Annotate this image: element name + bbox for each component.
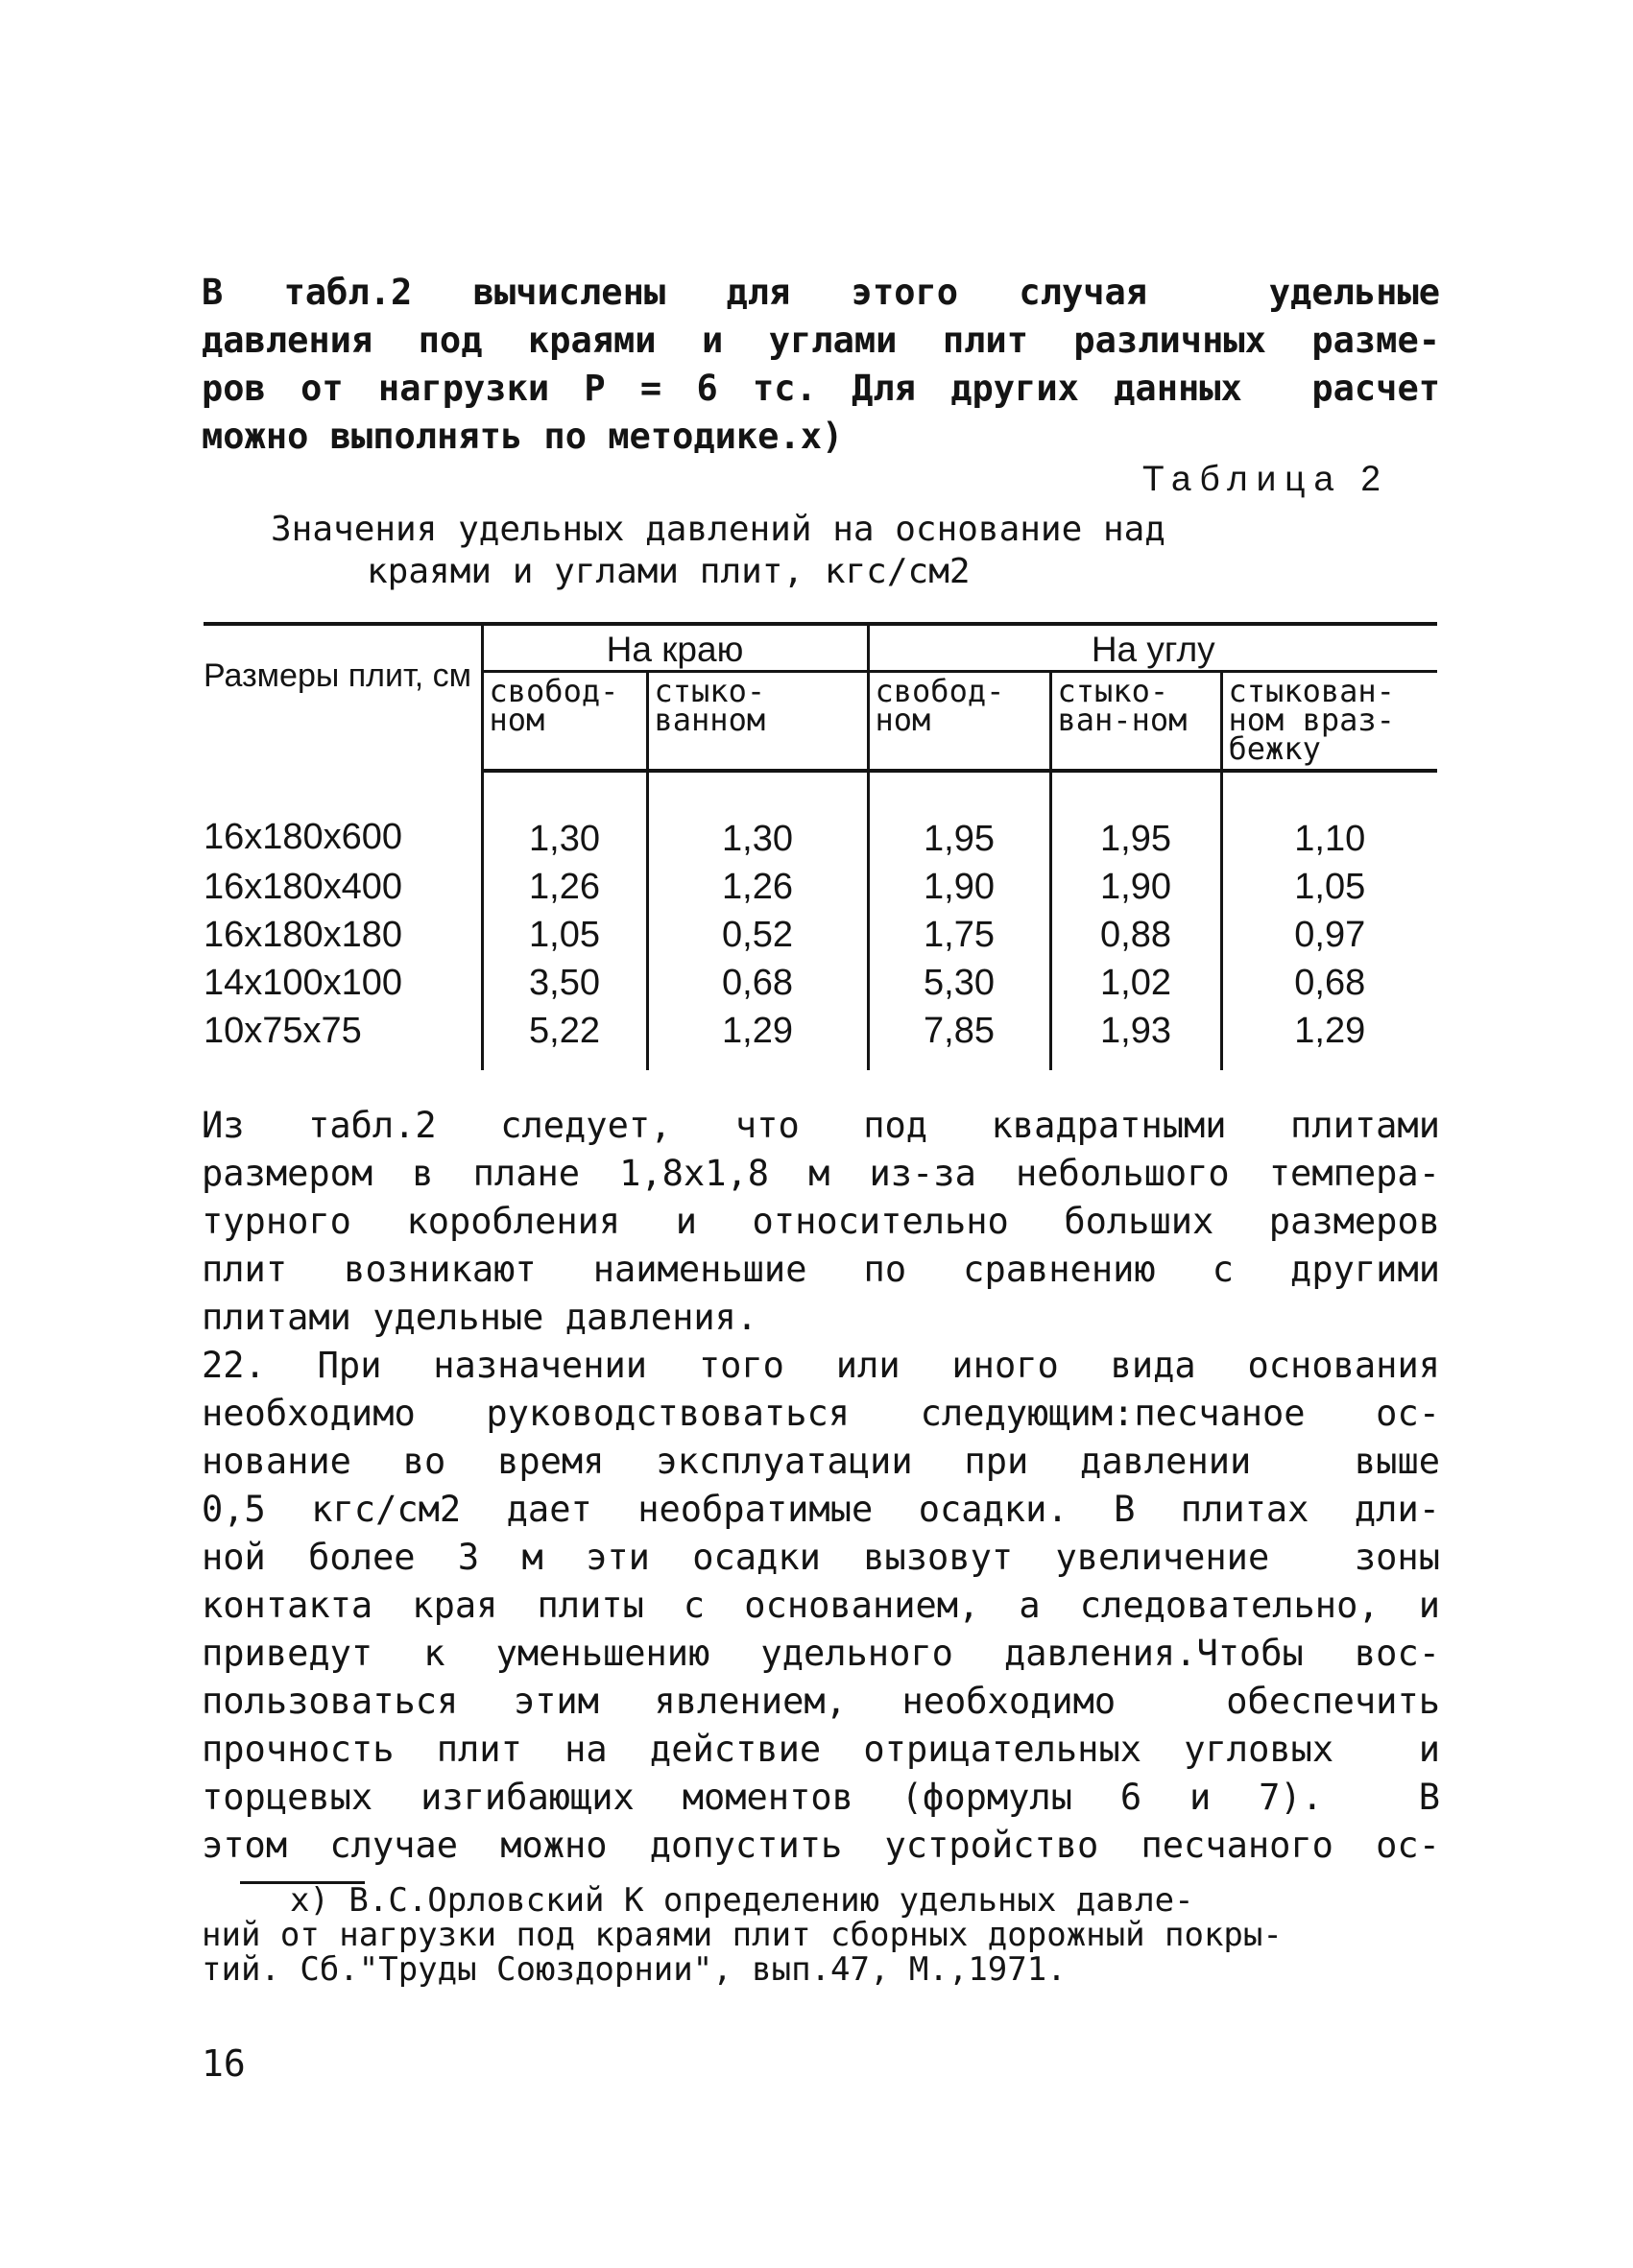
text-line: турного коробления и относительно больших размеров	[202, 1201, 1440, 1242]
table-cell: 1,90	[1050, 863, 1221, 911]
table-cell: 1,95	[868, 771, 1050, 863]
text-line: плит возникают наименьшие по сравнению с другими	[202, 1249, 1440, 1290]
text-line: можно выполнять по методике.х)	[202, 416, 844, 457]
table-cell: 1,29	[1221, 1007, 1437, 1070]
text-line: ной более 3 м эти осадки вызовут увеличение зоны	[202, 1537, 1440, 1578]
pressure-table	[204, 622, 1437, 1070]
text-line: приведут к уменьшению удельного давления.Чтобы вос-	[202, 1633, 1440, 1674]
text-line: прочность плит на действие отрицательных угловых и	[202, 1729, 1440, 1770]
column-header: стыко-ван-ном	[1050, 672, 1221, 772]
table-cell: 1,93	[1050, 1007, 1221, 1070]
column-header: стыко-ванном	[647, 672, 868, 772]
text-line: 22. При назначении того или иного вида основания	[202, 1345, 1440, 1386]
row-size: 14х100х100	[204, 963, 403, 1003]
table-cell: 1,02	[1050, 959, 1221, 1007]
table-row	[204, 863, 1437, 911]
table-cell: 7,85	[868, 1007, 1050, 1070]
table-cell: 1,26	[647, 863, 868, 911]
text-line: В табл.2 вычислены для этого случая удельные	[202, 272, 1440, 313]
row-size: 16х180х180	[204, 915, 403, 955]
table-cell: 1,10	[1221, 771, 1437, 863]
table-cell: 0,97	[1221, 911, 1437, 959]
group-header-edge: На краю	[482, 624, 868, 672]
footnote	[202, 1883, 1450, 1987]
text-line: контакта края плиты с основанием, а следовательно, и	[202, 1585, 1440, 1626]
text-line: 0,5 кгс/см2 дает необратимые осадки. В плитах дли-	[202, 1489, 1440, 1530]
caption-line: Значения удельных давлений на основание над	[271, 510, 1165, 549]
table-conclusion-paragraph	[202, 1102, 1440, 1342]
table-cell: 5,22	[482, 1007, 647, 1070]
table-cell: 1,29	[647, 1007, 868, 1070]
table-cell: 1,30	[482, 771, 647, 863]
column-header: свобод-ном	[482, 672, 647, 772]
table-cell: 0,88	[1050, 911, 1221, 959]
table-row	[204, 1007, 1437, 1070]
row-size: 16х180х600	[204, 817, 403, 857]
section-22-paragraph	[202, 1342, 1440, 1870]
caption-line: краями и углами плит, кгс/см2	[367, 552, 971, 591]
table-cell: 3,50	[482, 959, 647, 1007]
table-cell: 1,30	[647, 771, 868, 863]
footnote-line: тий. Сб."Труды Союздорнии", вып.47, М.,1971.	[202, 1950, 1067, 1989]
text-line: необходимо руководствоваться следующим:песчаное ос-	[202, 1393, 1440, 1434]
row-header: Размеры плит, см	[204, 657, 472, 694]
group-header-corner: На углу	[868, 624, 1437, 672]
text-line: Из табл.2 следует, что под квадратными плитами	[202, 1105, 1440, 1146]
row-size: 10х75х75	[204, 1011, 362, 1051]
table-cell: 1,95	[1050, 771, 1221, 863]
text-line: этом случае можно допустить устройство песчаного ос-	[202, 1825, 1440, 1866]
row-size: 16х180х400	[204, 867, 403, 907]
table-row	[204, 959, 1437, 1007]
table-cell: 1,90	[868, 863, 1050, 911]
text-line: пользоваться этим явлением, необходимо обеспечить	[202, 1681, 1440, 1722]
footnote-line: ний от нагрузки под краями плит сборных дорожный покры-	[202, 1916, 1283, 1954]
text-line: ров от нагрузки P = 6 тс. Для других данных расчет	[202, 368, 1440, 409]
column-header: стыкован-ном враз-бежку	[1221, 672, 1437, 772]
page-number: 16	[202, 2042, 246, 2085]
text-line: размером в плане 1,8х1,8 м из-за небольшого темпера-	[202, 1153, 1440, 1194]
table-cell: 1,75	[868, 911, 1050, 959]
text-line: плитами удельные давления.	[202, 1297, 758, 1338]
table-cell: 0,52	[647, 911, 868, 959]
table-caption	[271, 509, 1165, 593]
table-cell: 1,05	[482, 911, 647, 959]
table-cell: 1,26	[482, 863, 647, 911]
footnote-line: х) В.С.Орловский К определению удельных давле-	[290, 1881, 1194, 1920]
text-line: давления под краями и углами плит различных разме-	[202, 320, 1440, 361]
table-cell: 1,05	[1221, 863, 1437, 911]
column-header: свобод-ном	[868, 672, 1050, 772]
table-cell: 0,68	[647, 959, 868, 1007]
table-row	[204, 771, 1437, 863]
table-cell: 5,30	[868, 959, 1050, 1007]
table-cell: 0,68	[1221, 959, 1437, 1007]
table-label: Таблица 2	[1142, 459, 1389, 498]
table-row	[204, 911, 1437, 959]
text-line: торцевых изгибающих моментов (формулы 6 и 7). В	[202, 1777, 1440, 1818]
text-line: нование во время эксплуатации при давлении выше	[202, 1441, 1440, 1482]
intro-paragraph	[202, 269, 1440, 461]
